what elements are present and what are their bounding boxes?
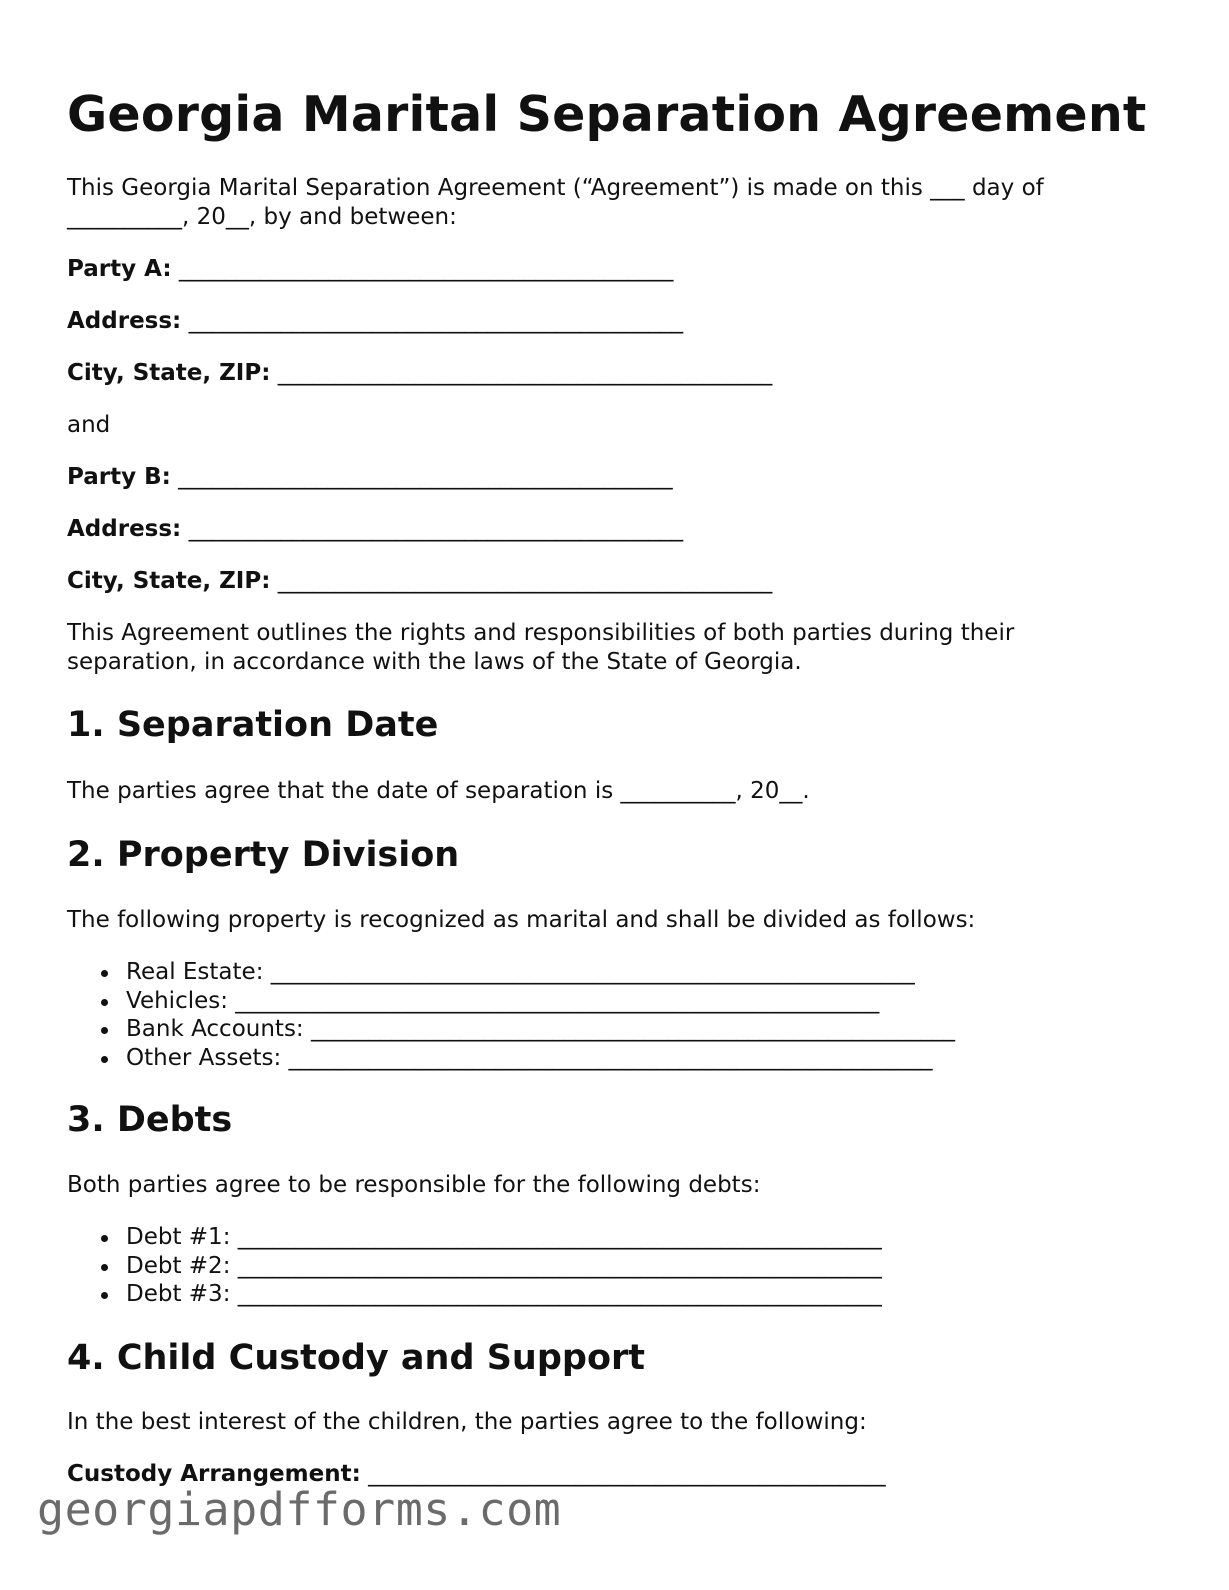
party-b-address-label: Address: <box>67 516 182 542</box>
separation-date-text: The parties agree that the date of separation is __________, 20__. <box>67 778 810 804</box>
party-b-city-field[interactable] <box>67 567 772 596</box>
property-list <box>67 958 955 1072</box>
party-b-name-label: Party B: <box>67 464 171 490</box>
debts-intro-text: Both parties agree to be responsible for the following debts: <box>67 1172 761 1198</box>
section-debts-heading: 3. Debts <box>67 1100 233 1140</box>
party-a-city-blank[interactable]: ___________________________________________ <box>277 360 773 386</box>
intro-line-2: __________, 20__, by and between: <box>67 204 457 230</box>
property-intro-text: The following property is recognized as marital and shall be divided as follows: <box>67 907 976 933</box>
section-custody-heading: 4. Child Custody and Support <box>67 1338 645 1378</box>
party-a-address-field[interactable] <box>67 307 683 336</box>
party-b-city-blank[interactable]: ___________________________________________ <box>277 568 773 594</box>
party-a-city-label: City, State, ZIP: <box>67 360 271 386</box>
party-a-address-blank[interactable]: ___________________________________________ <box>188 308 684 334</box>
custody-arrangement-label: Custody Arrangement: <box>67 1461 361 1487</box>
party-a-name-blank[interactable]: ___________________________________________ <box>178 256 674 282</box>
party-b-name-field[interactable] <box>67 463 673 492</box>
property-item-bank-accounts[interactable]: Bank Accounts: ________________________________________________________ <box>67 1015 955 1044</box>
and-text: and <box>67 412 111 438</box>
custody-intro-text: In the best interest of the children, the parties agree to the following: <box>67 1409 867 1435</box>
party-a-address-label: Address: <box>67 308 182 334</box>
party-b-city-label: City, State, ZIP: <box>67 568 271 594</box>
document-title: Georgia Marital Separation Agreement <box>67 86 1147 143</box>
party-b-name-blank[interactable]: ___________________________________________ <box>178 464 673 490</box>
debts-list <box>67 1223 882 1309</box>
debt-item-3[interactable]: Debt #3: ________________________________________________________ <box>67 1280 882 1309</box>
section-separation-date-heading: 1. Separation Date <box>67 705 439 745</box>
party-a-city-field[interactable] <box>67 359 772 388</box>
party-b-address-blank[interactable]: ___________________________________________ <box>188 516 684 542</box>
custody-arrangement-blank[interactable]: _____________________________________________ <box>368 1461 886 1487</box>
intro-line-1: This Georgia Marital Separation Agreement (“Agreement”) is made on this ___ day of <box>67 175 1044 201</box>
purpose-line-1: This Agreement outlines the rights and responsibilities of both parties during their <box>67 620 1015 646</box>
party-a-name-label: Party A: <box>67 256 172 282</box>
party-b-address-field[interactable] <box>67 515 683 544</box>
property-item-other-assets[interactable]: Other Assets: ________________________________________________________ <box>67 1044 955 1073</box>
property-item-real-estate[interactable]: Real Estate: ________________________________________________________ <box>67 958 955 987</box>
party-a-name-field[interactable] <box>67 255 673 284</box>
debt-item-2[interactable]: Debt #2: ________________________________________________________ <box>67 1252 882 1281</box>
watermark: georgiapdfforms.com <box>37 1483 562 1536</box>
purpose-line-2: separation, in accordance with the laws of the State of Georgia. <box>67 649 802 675</box>
debt-item-1[interactable]: Debt #1: ________________________________________________________ <box>67 1223 882 1252</box>
property-item-vehicles[interactable]: Vehicles: ________________________________________________________ <box>67 987 955 1016</box>
section-property-heading: 2. Property Division <box>67 835 460 875</box>
